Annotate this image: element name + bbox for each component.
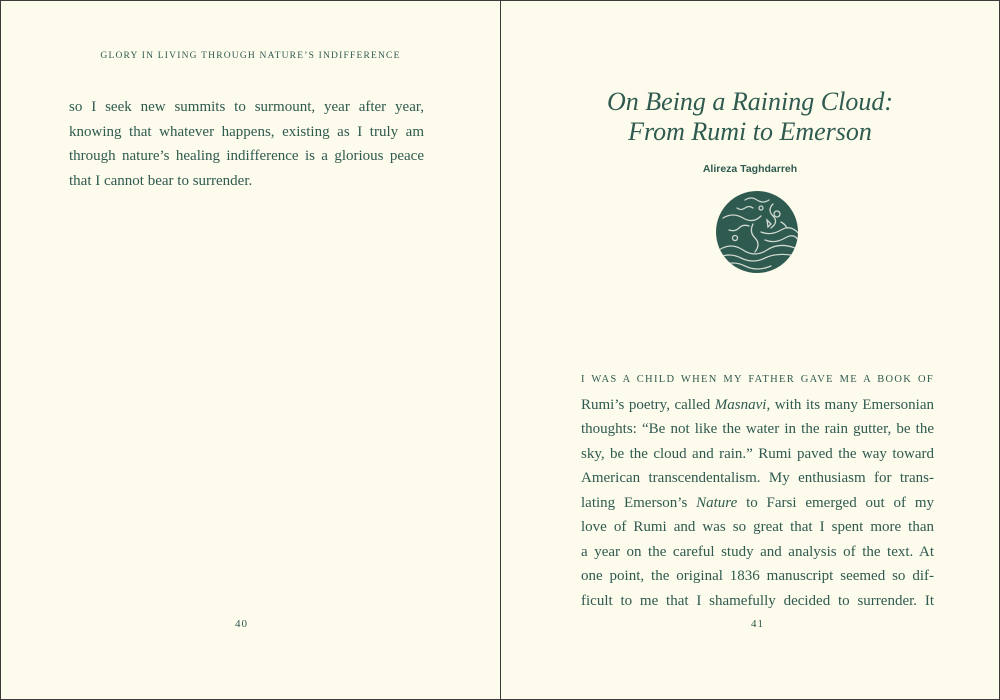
text-segment: lating Emerson’s xyxy=(581,494,697,511)
left-page xyxy=(1,1,500,699)
chapter-title-line-1: On Being a Raining Cloud: xyxy=(607,87,893,116)
text-line: through nature’s healing indifference is a glorious peace xyxy=(69,148,424,164)
text-line: one point, the original 1836 manuscript seemed so dif- xyxy=(581,568,934,584)
page-number-left: 40 xyxy=(235,618,248,630)
text-line: American transcendentalism. My enthusiasm for trans- xyxy=(581,470,934,486)
text-line: so I seek new summits to surmount, year after year, xyxy=(69,99,424,115)
running-head: GLORY IN LIVING THROUGH NATURE’S INDIFFERENCE xyxy=(100,51,401,61)
text-line xyxy=(581,393,934,418)
left-body-text xyxy=(69,95,424,193)
right-page xyxy=(501,1,999,699)
text-line xyxy=(581,366,934,393)
text-segment: , with its many Emersonian xyxy=(766,396,935,413)
italic-title-masnavi: Masnavi xyxy=(714,396,767,413)
text-segment: to Farsi emerged out of my xyxy=(737,494,934,511)
right-body-text xyxy=(581,366,934,613)
circular-ornament-icon xyxy=(715,190,799,274)
text-segment: Rumi’s poetry, called xyxy=(581,396,715,413)
page-number-right: 41 xyxy=(751,618,764,630)
text-line xyxy=(581,491,934,516)
paragraph xyxy=(69,95,424,193)
text-line: sky, be the cloud and rain.” Rumi paved the way toward xyxy=(581,445,934,462)
text-line: ficult to me that I shamefully decided to surrender. It xyxy=(581,592,934,609)
text-line: a year on the careful study and analysis of the text. At xyxy=(581,543,934,560)
text-line: love of Rumi and was so great that I spent more than xyxy=(581,519,934,535)
text-line: knowing that whatever happens, existing as I truly am xyxy=(69,123,424,140)
chapter-title xyxy=(501,87,999,147)
opening-small-caps: I WAS A CHILD WHEN MY FATHER GAVE ME A BOOK OF xyxy=(581,374,934,385)
chapter-title-line-2: From Rumi to Emerson xyxy=(628,117,872,146)
text-line: thoughts: “Be not like the water in the rain gutter, be the xyxy=(581,421,934,437)
italic-title-nature: Nature xyxy=(696,494,738,511)
author-name: Alireza Taghdarreh xyxy=(702,163,798,175)
text-line: that I cannot bear to surrender. xyxy=(69,172,253,189)
